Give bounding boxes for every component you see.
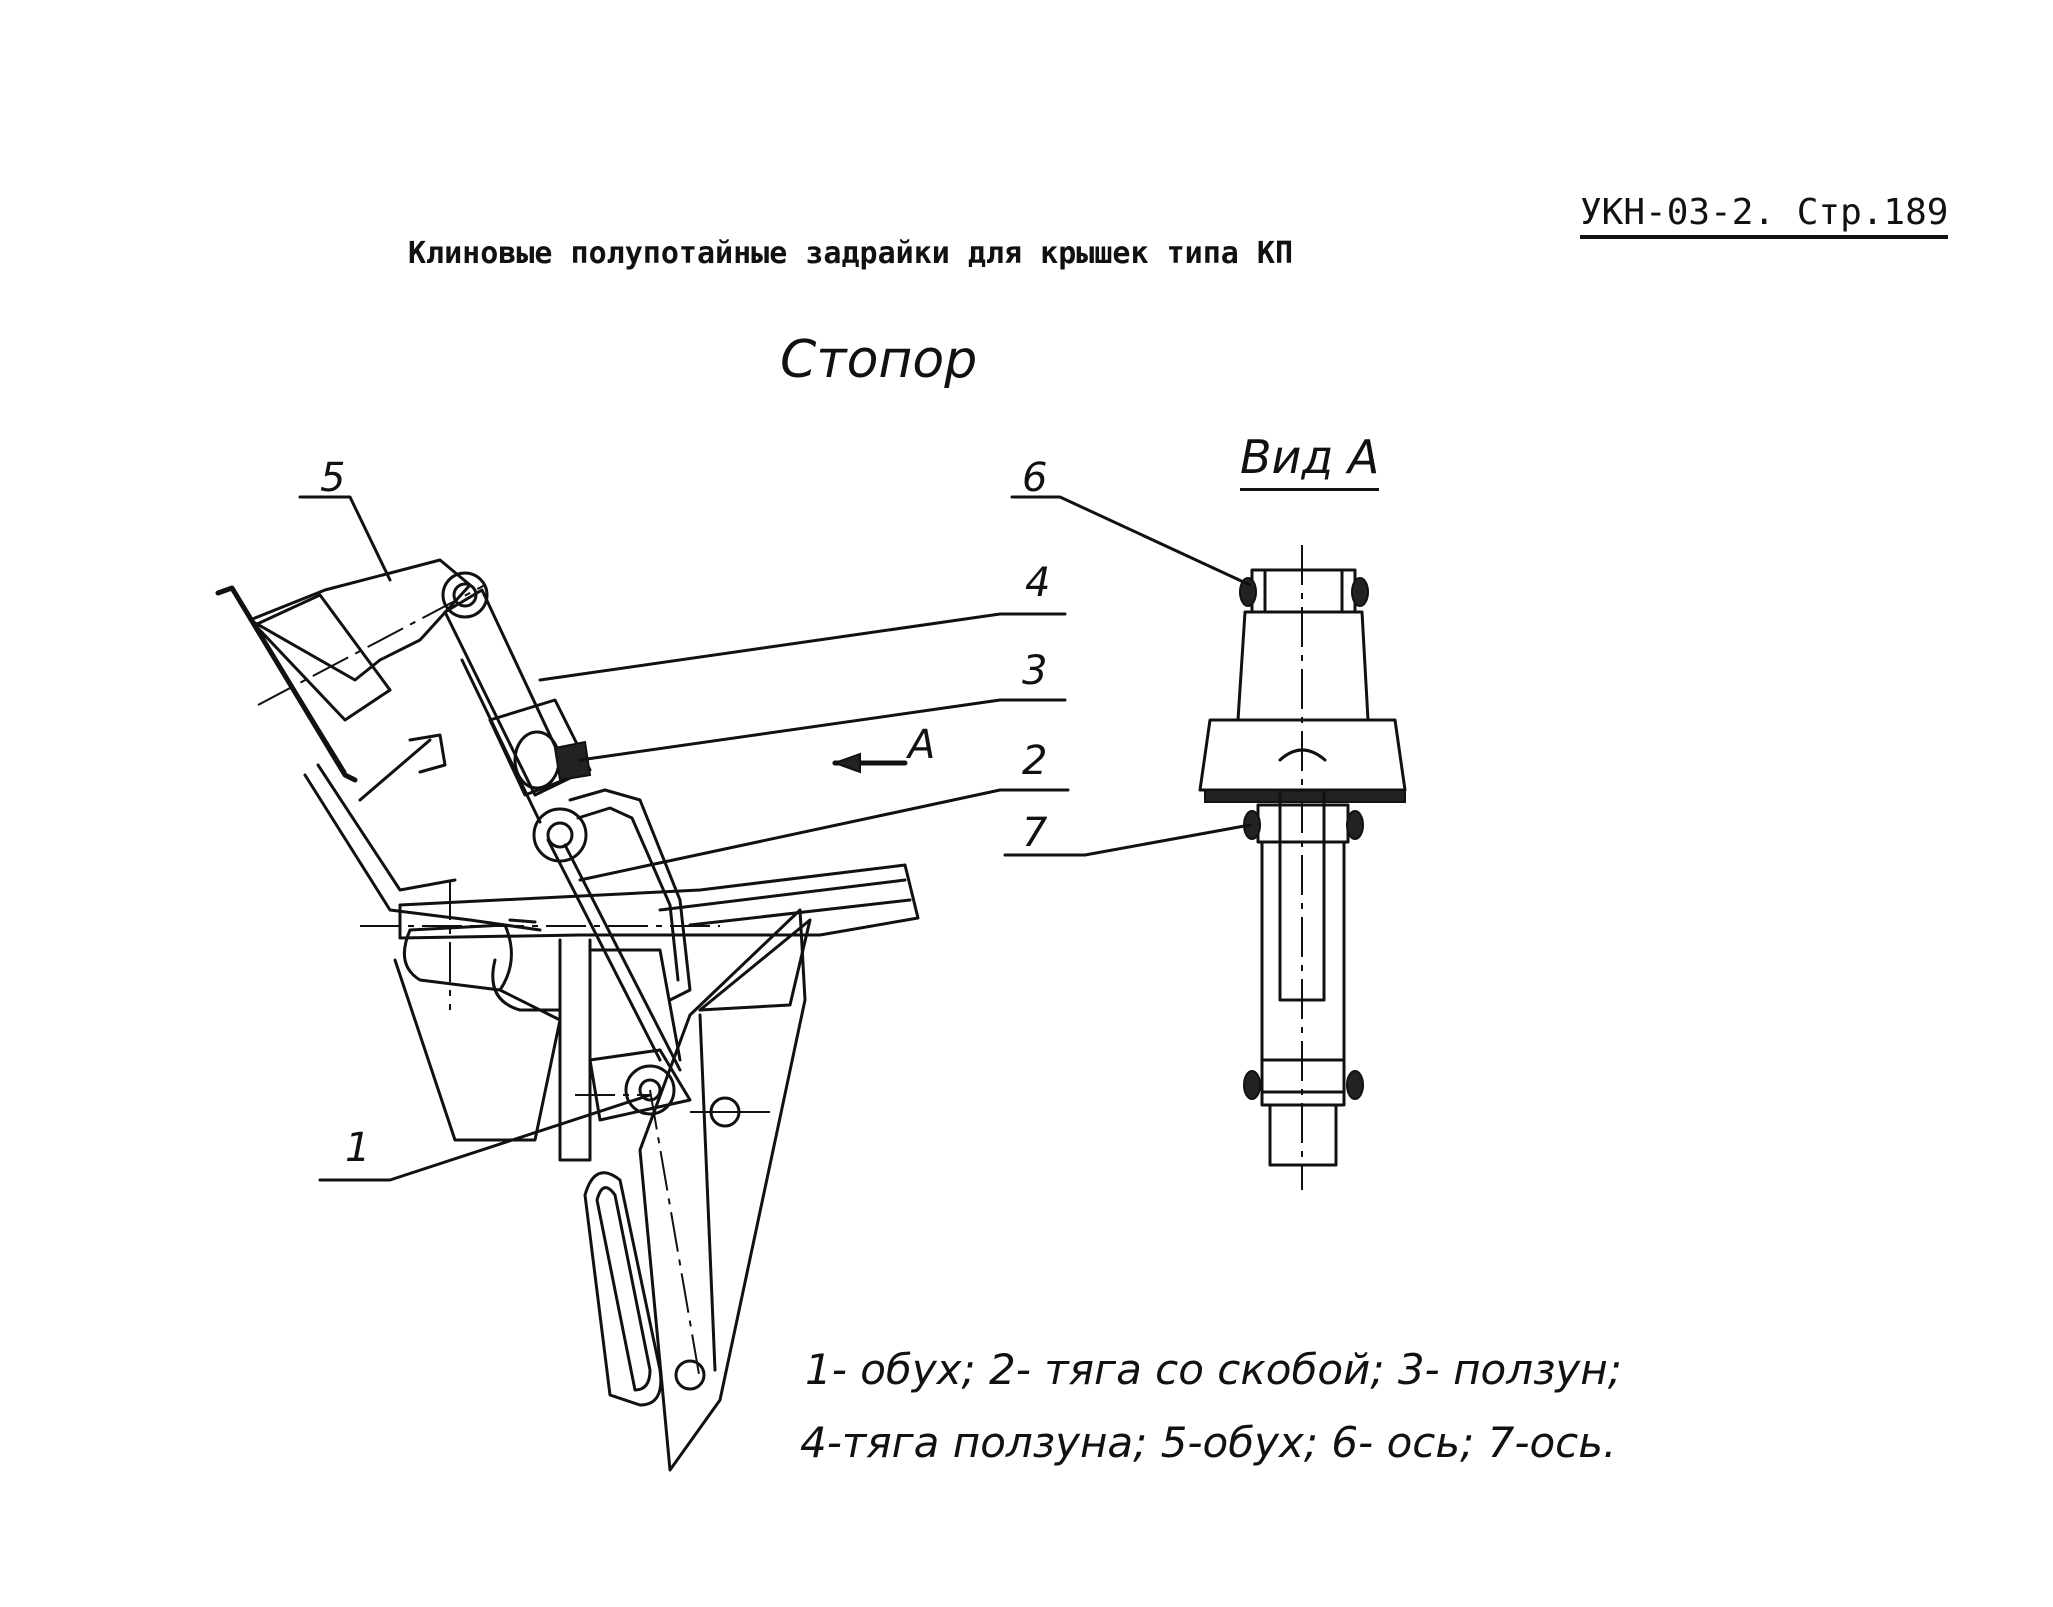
view-arrow-label: А [908, 722, 936, 768]
side-view-assembly [1005, 497, 1405, 1190]
slider-rod-4 [445, 590, 570, 822]
legend-line-2: 4-тяга ползуна; 5-обух; 6- ось; 7-ось. [800, 1418, 1617, 1467]
legend-line-1: 1- обух; 2- тяга со скобой; 3- ползун; [805, 1345, 1622, 1394]
callout-3: 3 [1022, 648, 1048, 694]
lever-body [395, 880, 560, 1140]
callout-7: 7 [1022, 810, 1048, 856]
callout-1: 1 [345, 1125, 371, 1171]
side-view-title: Вид А [1240, 430, 1379, 491]
axle-7 [1244, 790, 1363, 1092]
document-reference: УКН-03-2. Стр.189 [1580, 192, 1948, 239]
document-title: Клиновые полупотайные задрайки для крышек типа КП [408, 236, 1294, 271]
hanging-lever [585, 910, 810, 1470]
view-arrow-a [835, 754, 905, 772]
axle-6 [1240, 570, 1368, 612]
bracket-5 [250, 560, 485, 720]
main-view-title: Стопор [780, 330, 978, 390]
callout-4: 4 [1025, 560, 1051, 606]
main-view-assembly [218, 497, 1068, 1470]
leader-lines [300, 497, 1068, 1180]
side-bottom [1244, 1060, 1363, 1165]
callout-2: 2 [1022, 738, 1048, 784]
callout-5: 5 [320, 455, 346, 501]
callout-6: 6 [1022, 455, 1048, 501]
